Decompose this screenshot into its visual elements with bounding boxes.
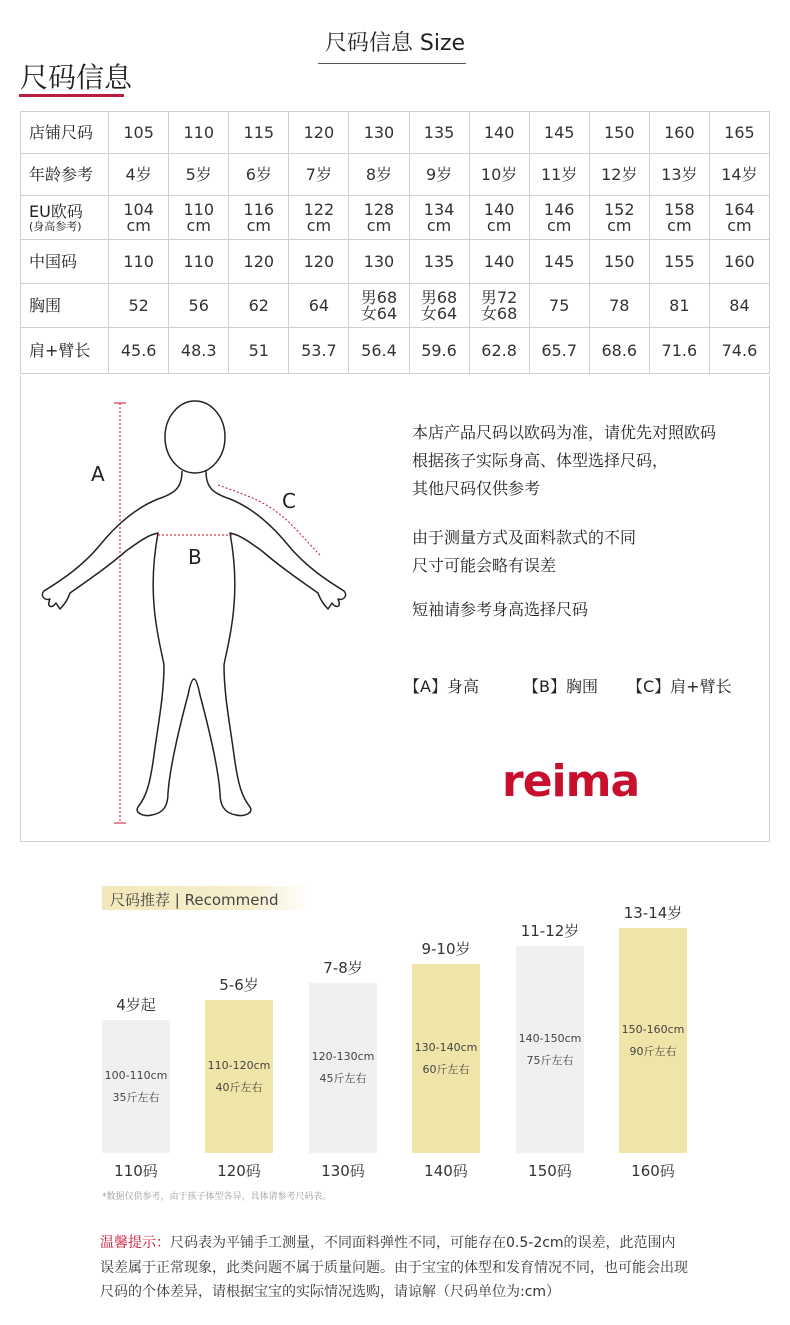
recommend-detail bbox=[288, 1046, 398, 1090]
table-cell: 4岁 bbox=[109, 154, 169, 196]
table-cell bbox=[589, 196, 649, 240]
table-cell: 120 bbox=[289, 112, 349, 154]
table-cell bbox=[109, 196, 169, 240]
recommend-age: 4岁起 bbox=[116, 996, 156, 1014]
table-cell-line: 152 bbox=[604, 199, 635, 219]
recommend-size: 110码 bbox=[114, 1162, 158, 1180]
table-cell-line: 140 bbox=[483, 199, 515, 219]
child-measurement-illustration bbox=[30, 395, 370, 835]
table-cell-line: 女68 bbox=[480, 303, 518, 323]
table-cell: 135 bbox=[409, 240, 469, 284]
recommend-size: 150码 bbox=[528, 1162, 572, 1180]
recommend-size: 140码 bbox=[424, 1162, 468, 1180]
label-b: B bbox=[188, 545, 202, 569]
table-cell bbox=[109, 284, 169, 328]
label-a: A bbox=[91, 462, 105, 486]
table-cell-line: 75 bbox=[549, 295, 570, 315]
table-cell-line: cm bbox=[186, 215, 211, 235]
tip-label: 温馨提示： bbox=[100, 1235, 170, 1251]
row-header bbox=[21, 328, 109, 374]
table-cell bbox=[169, 196, 229, 240]
table-cell: 51 bbox=[229, 328, 289, 374]
table-cell bbox=[169, 284, 229, 328]
note-line: 由于测量方式及面料款式的不同 bbox=[412, 528, 637, 547]
table-cell bbox=[409, 284, 469, 328]
note-line: 本店产品尺码以欧码为准，请优先对照欧码 bbox=[412, 423, 717, 442]
table-cell: 110 bbox=[169, 240, 229, 284]
table-cell: 130 bbox=[349, 240, 409, 284]
header-underline bbox=[318, 63, 466, 64]
row-header-label: 年龄参考 bbox=[29, 164, 94, 184]
recommend-weight: 35斤左右 bbox=[112, 1090, 160, 1104]
table-cell-line: cm bbox=[366, 215, 392, 235]
table-cell bbox=[649, 196, 709, 240]
table-cell-line: 146 bbox=[543, 199, 575, 219]
table-row bbox=[21, 284, 770, 328]
table-cell bbox=[529, 196, 589, 240]
tip-text: 尺码表为平铺手工测量，不同面料弹性不同，可能存在0.5-2cm的误差，此范围内 bbox=[170, 1235, 676, 1251]
recommend-weight: 75斤左右 bbox=[526, 1053, 574, 1067]
table-cell: 59.6 bbox=[409, 328, 469, 374]
table-cell: 8岁 bbox=[349, 154, 409, 196]
table-cell: 120 bbox=[289, 240, 349, 284]
recommend-height-range: 140-150cm bbox=[518, 1031, 582, 1045]
table-row bbox=[21, 154, 770, 196]
table-cell bbox=[349, 284, 409, 328]
table-cell: 48.3 bbox=[169, 328, 229, 374]
table-cell: 74.6 bbox=[709, 328, 769, 374]
recommend-age: 5-6岁 bbox=[219, 976, 259, 994]
recommend-size: 120码 bbox=[217, 1162, 261, 1180]
row-header-label: 中国码 bbox=[29, 251, 78, 271]
row-header bbox=[21, 112, 109, 154]
table-cell bbox=[529, 284, 589, 328]
table-cell: 135 bbox=[409, 112, 469, 154]
recommend-age: 13-14岁 bbox=[623, 904, 683, 922]
table-cell: 145 bbox=[529, 112, 589, 154]
table-cell: 11岁 bbox=[529, 154, 589, 196]
table-cell-line: 62 bbox=[248, 295, 269, 315]
table-row bbox=[21, 112, 770, 154]
section-title-underline bbox=[19, 94, 124, 97]
recommend-height-range: 150-160cm bbox=[621, 1022, 685, 1036]
recommend-age: 11-12岁 bbox=[520, 922, 580, 940]
table-cell-line: cm bbox=[667, 215, 692, 235]
note-line: 根据孩子实际身高、体型选择尺码， bbox=[412, 451, 669, 470]
table-cell-line: cm bbox=[126, 215, 151, 235]
recommend-detail bbox=[598, 1019, 708, 1063]
tip-line-2: 误差属于正常现象，此类问题不属于质量问题。由于宝宝的体型和发育情况不同，也可能会出现 bbox=[100, 1260, 688, 1276]
table-cell: 71.6 bbox=[649, 328, 709, 374]
table-cell-line: cm bbox=[486, 215, 512, 235]
table-cell-line: 134 bbox=[423, 199, 455, 219]
row-header bbox=[21, 154, 109, 196]
table-cell-line: cm bbox=[607, 215, 632, 235]
table-cell bbox=[349, 196, 409, 240]
recommend-detail bbox=[495, 1028, 605, 1072]
legend-shoulder-arm: 【C】肩+臂长 bbox=[627, 677, 732, 696]
table-cell-line: cm bbox=[547, 215, 572, 235]
table-cell: 145 bbox=[529, 240, 589, 284]
table-cell: 13岁 bbox=[649, 154, 709, 196]
row-header bbox=[21, 240, 109, 284]
table-cell: 62.8 bbox=[469, 328, 529, 374]
table-cell: 115 bbox=[229, 112, 289, 154]
table-cell: 5岁 bbox=[169, 154, 229, 196]
table-cell-line: 116 bbox=[243, 199, 275, 219]
recommend-height-range: 100-110cm bbox=[104, 1068, 168, 1082]
size-table bbox=[20, 111, 770, 374]
row-header-sublabel: (身高参考) bbox=[29, 219, 82, 233]
row-header-label: 肩+臂长 bbox=[29, 340, 91, 360]
row-header-label: 胸围 bbox=[29, 295, 62, 315]
table-cell: 7岁 bbox=[289, 154, 349, 196]
recommend-weight: 60斤左右 bbox=[422, 1062, 470, 1076]
recommend-age: 7-8岁 bbox=[323, 959, 363, 977]
row-header-label: 店铺尺码 bbox=[29, 122, 94, 142]
table-cell: 160 bbox=[649, 112, 709, 154]
table-cell-line: 男68 bbox=[360, 287, 398, 307]
table-cell: 110 bbox=[109, 240, 169, 284]
brand-logo: reima bbox=[502, 756, 640, 807]
tip-line-1 bbox=[100, 1232, 676, 1252]
table-cell: 14岁 bbox=[709, 154, 769, 196]
recommend-size: 130码 bbox=[321, 1162, 365, 1180]
table-cell-line: cm bbox=[727, 215, 752, 235]
table-cell: 150 bbox=[589, 240, 649, 284]
table-cell: 53.7 bbox=[289, 328, 349, 374]
table-cell bbox=[709, 196, 769, 240]
table-cell-line: 164 bbox=[724, 199, 755, 219]
table-cell bbox=[229, 284, 289, 328]
table-cell-line: 52 bbox=[128, 295, 149, 315]
note-line: 尺寸可能会略有误差 bbox=[412, 556, 557, 575]
table-cell: 130 bbox=[349, 112, 409, 154]
tip-line-3: 尺码的个体差异，请根据宝宝的实际情况选购，请谅解（尺码单位为:cm） bbox=[100, 1284, 561, 1300]
recommend-weight: 90斤左右 bbox=[629, 1044, 677, 1058]
recommend-weight: 40斤左右 bbox=[215, 1080, 263, 1094]
table-cell bbox=[469, 284, 529, 328]
table-cell-line: 女64 bbox=[360, 303, 398, 323]
recommend-disclaimer: *数据仅供参考，由于孩子体型各异，具体请参考尺码表。 bbox=[102, 1192, 332, 1202]
table-cell-line: 男68 bbox=[420, 287, 458, 307]
table-cell: 165 bbox=[709, 112, 769, 154]
page-header-title: 尺码信息 Size bbox=[324, 31, 466, 56]
table-cell: 120 bbox=[229, 240, 289, 284]
row-header-label: EU欧码 bbox=[29, 201, 83, 221]
recommend-detail bbox=[184, 1055, 294, 1099]
table-cell-line: 女64 bbox=[420, 303, 458, 323]
table-cell: 160 bbox=[709, 240, 769, 284]
recommend-header-label: 尺码推荐 | Recommend bbox=[110, 891, 279, 909]
table-cell: 56.4 bbox=[349, 328, 409, 374]
table-cell: 10岁 bbox=[469, 154, 529, 196]
table-cell-line: 78 bbox=[609, 295, 630, 315]
table-cell: 45.6 bbox=[109, 328, 169, 374]
table-cell-line: 104 bbox=[123, 199, 154, 219]
table-cell: 110 bbox=[169, 112, 229, 154]
table-cell-line: 158 bbox=[664, 199, 695, 219]
recommend-height-range: 130-140cm bbox=[414, 1040, 478, 1054]
table-cell-line: 128 bbox=[363, 199, 395, 219]
table-cell-line: 男72 bbox=[480, 287, 518, 307]
recommend-height-range: 120-130cm bbox=[311, 1050, 375, 1063]
table-cell-line: 64 bbox=[308, 295, 330, 315]
table-cell: 65.7 bbox=[529, 328, 589, 374]
table-cell: 6岁 bbox=[229, 154, 289, 196]
table-row bbox=[21, 196, 770, 240]
table-cell: 150 bbox=[589, 112, 649, 154]
table-cell bbox=[409, 196, 469, 240]
table-cell-line: cm bbox=[246, 215, 271, 235]
table-cell: 140 bbox=[469, 112, 529, 154]
recommend-weight: 45斤左右 bbox=[319, 1072, 367, 1085]
row-header bbox=[21, 196, 109, 240]
label-c: C bbox=[282, 489, 296, 513]
table-cell: 68.6 bbox=[589, 328, 649, 374]
recommend-detail bbox=[81, 1065, 191, 1109]
table-cell bbox=[289, 284, 349, 328]
table-cell bbox=[229, 196, 289, 240]
table-cell-line: cm bbox=[426, 215, 452, 235]
legend-height: 【A】身高 bbox=[404, 677, 479, 696]
table-cell bbox=[649, 284, 709, 328]
table-cell: 140 bbox=[469, 240, 529, 284]
row-header bbox=[21, 284, 109, 328]
table-cell bbox=[469, 196, 529, 240]
recommend-header bbox=[102, 886, 312, 910]
table-cell-line: cm bbox=[306, 215, 332, 235]
table-cell-line: 122 bbox=[303, 199, 335, 219]
recommend-age: 9-10岁 bbox=[421, 940, 471, 958]
table-cell: 12岁 bbox=[589, 154, 649, 196]
table-cell bbox=[289, 196, 349, 240]
table-cell bbox=[709, 284, 769, 328]
table-cell-line: 84 bbox=[729, 295, 750, 315]
table-cell: 105 bbox=[109, 112, 169, 154]
section-title: 尺码信息 bbox=[20, 61, 133, 94]
note-line: 短袖请参考身高选择尺码 bbox=[412, 600, 589, 619]
table-row bbox=[21, 240, 770, 284]
recommend-detail bbox=[391, 1037, 501, 1081]
recommend-size: 160码 bbox=[631, 1162, 675, 1180]
table-cell-line: 110 bbox=[183, 199, 214, 219]
table-cell bbox=[589, 284, 649, 328]
legend-chest: 【B】胸围 bbox=[523, 677, 598, 696]
table-cell: 9岁 bbox=[409, 154, 469, 196]
table-cell: 155 bbox=[649, 240, 709, 284]
note-line: 其他尺码仅供参考 bbox=[412, 479, 541, 498]
table-cell-line: 56 bbox=[188, 295, 209, 315]
table-row bbox=[21, 328, 770, 374]
table-cell-line: 81 bbox=[669, 295, 690, 315]
recommend-height-range: 110-120cm bbox=[207, 1058, 271, 1072]
